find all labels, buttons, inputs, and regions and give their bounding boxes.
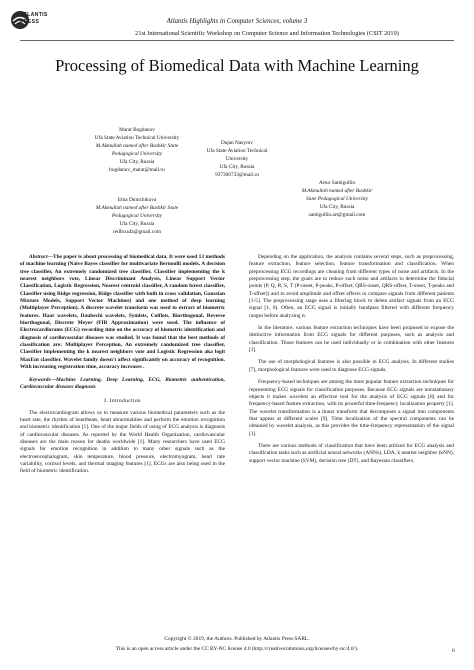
paragraph: In the literature, various feature extraction techniques have been proposed to expose the distinctive information from ECG signals for different purposes, such as analysis and classification. Those features can be used individually or in combination with other features [1]. — [249, 325, 454, 354]
author-city: Ufa City, Russia — [119, 221, 155, 228]
keywords-text: —Machine Learning, Deep Learning, ECG, Biometric authentication, Cardiovascular diseases diagnosis — [20, 376, 225, 390]
author-name: Marat Bogdanov — [119, 127, 155, 133]
paragraph: Depending on the application, the analysis contains several steps, such as preprocessing, feature extraction, feature selection, feature transformation and classification. When preprocessing ECG recordings are cleaning from different types of noise and artifacts. In the preprocessing step, the goals are to reduce such noise and artifacts to determine the fiducial points (P, Q, R, S, T (P-onset, P-peaks, P-offset, QRS-onset, QRS-offset, T-onset, T-peaks and T-offset)) and to avoid amplitude and offset effects to compare signals from different patients [1-5]. The preprocessing stage uses a filtering block to delete artifact signals from an ECG signal [1, 6]. Often, an ECG signal is initially bandpass filtered with different frequency ranges before analyzing it. — [249, 254, 454, 319]
author-email: redfoxufa@gmail.com — [113, 229, 161, 236]
author-city: Ufa City, Russia — [219, 164, 255, 171]
footer-license: This is an open access article under the CC BY-NC license 4.0 (http://creativecommons.org/licenses/by-nc/4.0/). — [115, 646, 359, 652]
right-column — [249, 254, 454, 465]
logo-text-press: PRESS — [20, 19, 40, 25]
series-title: Atlantis Highlights in Computer Sciences, volume 3 — [166, 18, 308, 25]
logo-text-atlantis: ATLANTIS — [20, 12, 48, 18]
keywords-label: Keywords — [29, 376, 51, 383]
author-affiliation: University — [225, 156, 249, 163]
paragraph: The use of morphological features is also possible in ECG analysis. In different studies [7], morphological features were used to diagnose ECG signals. — [249, 359, 454, 373]
author-city: Ufa City, Russia — [119, 159, 155, 166]
author-affiliation: M.Akmullah named after Bashkir State — [95, 143, 179, 150]
paragraph: Frequency-based techniques are among the most popular feature extraction techniques for representing ECG signals for classification purposes. Because ECG signals are nonstationary objects it makes wavelets an effective tool for the analysis of ECG signals [8] and for frequency-based feature extraction, with its powerful time-frequency localization property [1]. The wavelet transformation is a linear transform that decomposes a signal into components that appear at different scales [9]. Time localization of the spectral components can be obtained by wavelet analysis, as this provides the time-frequency representation of the signal [1]. — [249, 379, 454, 437]
author-email: samigullin.art@gmail.com — [308, 212, 366, 219]
header-rule — [20, 40, 454, 41]
author-city: Ufa City, Russia — [319, 204, 355, 211]
author-name: Irina Dumchikova — [117, 197, 157, 203]
author-block-4 — [262, 179, 412, 219]
page-number: 6 — [452, 648, 455, 654]
paper-title: Processing of Biomedical Data with Machine Learning — [55, 56, 419, 75]
paragraph: The electrocardiogram allows us to measure various biomedical parameters such as the heart rate, the rhythm of heartbeats, heart abnormalities and perform the emotion recognition and biometric identification [1]. One of the major fields of using of ECG analysis is diagnosis of cardiovascular diseases. As reported by the World Health Organization, cardiovascular diseases are the main reason for deaths worldwide [1]. Many researchers have used ECG signals for emotion recognition in addition to many other signals such as the electroencephalogram, skin temperature, blood pressure, electromyogram, heart rate variability, cortisol levels, and thermal imaging features [1]. ECGs are also being used in the field of biometric identification. — [20, 409, 225, 475]
abstract-text: —The paper is about processing of biomedical data. It were used 13 methods of machine learning (Naive Bayes classifier for multivariate Bernoulli models, A decision tree classifier, An extremely randomized tree classifier, Classifier implementing the k nearest neighbors vote, Linear Discriminant Analysis, Linear Support Vector Classification, Logistic Regression, Nearest centroid classifier, A random forest classifier, Classifier using Ridge regression, Ridge classifier with built in cross validation, Gaussian Mixture Models, Support Vector Machines) and one method of deep learning (Multiplayer Perception). A discrete wavelet transform was used to extract of biometric features. Haar wavelets, Daubechi wavelets, Symlets, Coiflets, Biorthogonal, Reverse biorthogonal, Discrete Meyer (FIR Approximation) were used. The influence of Electrocardiorams (ECG) recording time on the accuracy of biometric identification and diagnosis of cardiovascular diseases was studied. It was found that the best methods of classification are: Multiplayer Perception, An extremely randomized tree classifier, Classifier implementing the k nearest neighbors vote and Logistic Regression aka logit MaxEnt classifier. Wavelet family doesn't affect significantly on accuracy of recognition. With increasing registration time, accuracy increases . — [20, 254, 225, 371]
author-affiliation: Pedagogical University — [111, 213, 163, 220]
author-affiliation: Ufa State Aviation Technical — [206, 148, 268, 155]
abstract — [20, 254, 225, 372]
author-affiliation: M.Akmullah named after Bashkir — [301, 188, 373, 195]
author-affiliation: Pedagogical University — [111, 151, 163, 158]
author-block-2 — [182, 139, 292, 179]
author-email: bogdanov_marat@mail.ru — [109, 167, 165, 174]
section-heading-introduction: I. Introduction — [104, 398, 141, 405]
left-column — [20, 254, 225, 476]
author-affiliation: State Pedagogical University — [305, 196, 369, 203]
author-email: 937300733@mail.ru — [215, 172, 259, 179]
conference-title: 21st International Scientific Workshop on Computer Science and Information Technologies (CSIT 2019) — [135, 30, 399, 37]
keywords — [20, 377, 225, 392]
author-name: Dajan Nasyrov — [221, 140, 253, 146]
paragraph: There are various methods of classification that have been utilized for ECG analysis and classification tasks such as artificial neural networks (ANNs), LDA, k nearest neighbor (kNN), support vector machine (SVM), decision tree (DT), and Bayesian classifiers. — [249, 442, 454, 464]
author-name: Artur Samigullin — [318, 180, 356, 186]
author-affiliation: M.Akmullah named after Bashkir State — [95, 205, 179, 212]
footer-copyright: Copyright © 2019, the Authors. Published by Atlantis Press SARL. — [164, 636, 310, 642]
abstract-label: Abstract — [29, 254, 48, 260]
author-affiliation: Ufa State Aviation Technical University — [94, 135, 180, 142]
author-block-3 — [62, 196, 212, 236]
